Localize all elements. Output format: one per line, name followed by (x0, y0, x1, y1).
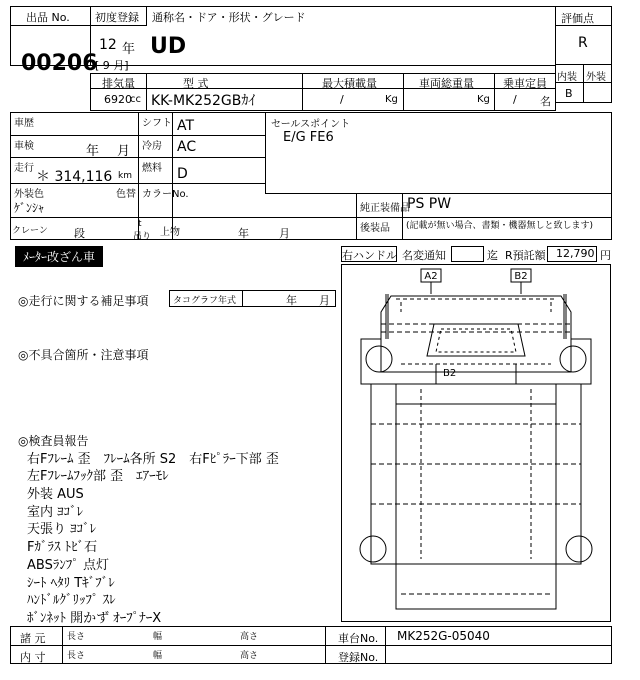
lift-label: 上物 (160, 227, 180, 238)
inspector-line: 天張り ﾖｺﾞﾚ (27, 522, 97, 537)
vehicle-name: UD (150, 34, 187, 59)
color-label: 外装色 (14, 189, 44, 200)
exterior-label: 外装 (586, 72, 606, 83)
fuel-value: D (177, 166, 188, 182)
truck-diagram (341, 264, 611, 622)
fuel-label: 燃料 (142, 163, 162, 174)
model-code: KK-MK252GBｶｲ (151, 93, 256, 109)
registration-year: 12 (99, 37, 117, 53)
inspector-title: ◎検査員報告 (18, 434, 89, 448)
inspector-line: ｼｰﾄ ﾍﾀﾘ Tｷﾞﾌﾞﾚ (27, 576, 115, 591)
crane-stage: 段 (74, 227, 85, 240)
tachograph-year: 年 (286, 294, 297, 307)
color-change-label: 色替 (116, 189, 136, 200)
ac-value: AC (177, 139, 197, 155)
history-label: 車歴 (14, 118, 34, 129)
lift-year: 年 (238, 227, 249, 240)
inner-length-label: 長さ (67, 651, 86, 661)
inspector-line: 左Fﾌﾚｰﾑﾌｯｸ部 歪 ｴｱｰﾓﾚ (27, 469, 169, 484)
overall-rating: R (578, 35, 588, 51)
mileage-value: ＊ 314,116 (36, 169, 113, 185)
crane-ton: t (138, 219, 142, 229)
inspector-line: 外装 AUS (27, 487, 84, 502)
inspection-year: 年 (86, 144, 100, 159)
ac-label: 冷房 (142, 141, 162, 152)
displacement-label: 排気量 (102, 77, 135, 90)
mileage-unit: km (118, 171, 132, 181)
displacement-unit: cc (130, 94, 141, 105)
max-load-unit: Kg (385, 94, 398, 105)
inspector-line: Fｶﾞﾗｽ ﾄﾋﾞ石 (27, 540, 98, 555)
vehicle-name-label: 通称名・ドア・形状・グレード (152, 11, 306, 24)
aftermarket-label: 後装品 (360, 223, 390, 234)
lift-month: 月 (279, 227, 290, 240)
shift-label: シフト (142, 118, 172, 129)
capacity-unit: 名 (540, 95, 551, 108)
inner-height-label: 高さ (240, 651, 259, 661)
capacity-value: / (513, 93, 517, 106)
rating-label: 評価点 (561, 12, 594, 25)
crane-hang: 吊り (133, 232, 152, 242)
inspector-line: ﾎﾞﾝﾈｯﾄ 開かず ｵｰﾌﾟﾅｰX (27, 611, 162, 626)
defects-title: ◎不具合箇所・注意事項 (18, 348, 149, 362)
max-load-value: / (340, 93, 344, 106)
chassis-label: 車台No. (338, 632, 379, 645)
gross-weight-label: 車両総重量 (419, 77, 474, 90)
recycle-unit: 円 (600, 249, 611, 262)
gross-weight-unit: Kg (477, 94, 490, 105)
deadline-label: 迄 (487, 249, 498, 262)
height-label: 高さ (240, 632, 259, 642)
inspector-line: 室内 ﾖｺﾞﾚ (27, 505, 84, 520)
interior-label: 内装 (557, 72, 577, 83)
capacity-label: 乗車定員 (503, 77, 547, 90)
inspector-line: ﾊﾝﾄﾞﾙｸﾞﾘｯﾌﾟ ｽﾚ (27, 593, 116, 608)
name-change-label: 名変通知 (402, 249, 446, 262)
length-label: 長さ (67, 632, 86, 642)
damage-mark: A2 (424, 271, 438, 282)
aftermarket-note: (記載が無い場合、書類・機器無しと致します) (406, 221, 594, 231)
width-label: 幅 (153, 632, 163, 642)
inspection-label: 車検 (14, 141, 34, 152)
crane-label: クレーン (12, 226, 48, 236)
meter-tampered-badge: ﾒｰﾀｰ改ざん車 (15, 246, 103, 267)
equipment-value: PS PW (407, 196, 452, 212)
registration-month: [ 9 月] (95, 59, 129, 72)
first-registration-label: 初度登録 (95, 11, 139, 24)
registration-no-label: 登録No. (338, 651, 379, 664)
tachograph-month: 月 (319, 294, 330, 307)
name-change-date-box (451, 246, 484, 262)
sales-point-label: セールスポイント (271, 119, 351, 130)
chassis-number: MK252G-05040 (397, 629, 490, 643)
color-value: ｹﾞﾝｼｬ (14, 201, 45, 215)
recycle-amount: 12,790 (556, 247, 595, 260)
interior-grade: B (565, 87, 573, 100)
sales-point: E/G FE6 (283, 130, 334, 145)
mileage-label: 走行 (14, 163, 34, 174)
damage-mark: B2 (514, 271, 528, 282)
max-load-label: 最大積載量 (322, 77, 377, 90)
model-label: 型 式 (183, 77, 209, 90)
equipment-label: 純正装備品 (360, 203, 410, 214)
year-unit: 年 (122, 42, 136, 57)
shift-value: AT (177, 118, 195, 134)
inner-dimensions-label: 内 寸 (20, 651, 46, 664)
recycle-label: R預託額 (505, 249, 546, 262)
color-code-label: カラーNo. (142, 189, 189, 200)
rhd-box: 右ハンドル (341, 246, 397, 262)
displacement-value: 6920 (104, 93, 132, 106)
tachograph-label: タコグラフ年式 (173, 296, 237, 306)
lot-number: 00206 (21, 51, 98, 76)
inspector-line: ABSﾗﾝﾌﾟ 点灯 (27, 558, 109, 573)
inspector-line: 右Fﾌﾚｰﾑ 歪 ﾌﾚｰﾑ各所 S2 右Fﾋﾟﾗｰ下部 歪 (27, 452, 279, 467)
inspection-month: 月 (117, 144, 131, 159)
lot-label: 出品 No. (26, 11, 70, 24)
inner-width-label: 幅 (153, 651, 163, 661)
supplement-title: ◎走行に関する補足事項 (18, 294, 149, 308)
damage-mark: B2 (443, 368, 457, 379)
dimensions-label: 諸 元 (20, 632, 46, 645)
